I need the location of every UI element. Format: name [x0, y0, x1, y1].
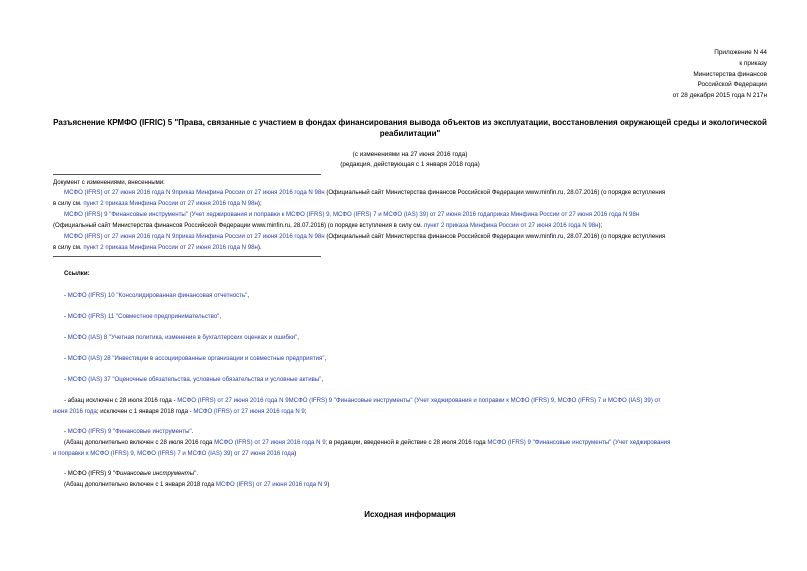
reference-item-4 [64, 354, 774, 365]
change-item-1 [64, 188, 774, 199]
change-item-3 [64, 232, 774, 243]
change-1-standard-link[interactable]: МСФО (IFRS) от 27 июня 2016 года N 9 [64, 189, 176, 196]
ref-6-text: - абзац исключен с 28 июля 2016 года - [64, 397, 178, 404]
ref-6-end: ; [304, 408, 307, 415]
change-1-text-cont: в силу см. [53, 200, 84, 207]
ref-7-note-end: ) [294, 450, 297, 457]
appendix-date: от 28 декабря 2015 года N 217н [672, 92, 767, 100]
ref-1-link[interactable]: МСФО (IFRS) 10 "Консолидированная финансовая отчетность" [67, 292, 248, 299]
ref-7-note-link-3[interactable]: и поправки к МСФО (IFRS) 9, МСФО (IFRS) 7 и МСФО (IAS) 39) от 27 июня 2016 года [53, 450, 295, 457]
ref-2-dash: - [64, 313, 68, 320]
ref-6-link-4[interactable]: МСФО (IFRS) от 27 июня 2016 года N 9 [193, 408, 305, 415]
ref-4-dash: - [64, 355, 68, 362]
changes-intro: Документ с изменениями, внесенными: [53, 179, 165, 186]
change-2-clause-link[interactable]: пункт 2 приказа Минфина России от 27 июня 2016 года N 98н [423, 222, 599, 229]
reference-item-8-note [64, 480, 774, 491]
reference-item-7 [64, 427, 774, 438]
ref-7-note-text-2: ; в редакции, введенной в действие с 28 июля 2016 года [325, 439, 488, 446]
ref-8-note-link[interactable]: МСФО (IFRS) от 27 июня 2016 года N 9 [215, 481, 328, 488]
change-3-order-link[interactable]: приказ Минфина России от 27 июня 2016 года N 98н [175, 233, 325, 240]
change-1-text: (Официальный сайт Министерства финансов Российской Федерации www.minfin.ru, 28.07.2016) (о порядке вступления [324, 189, 666, 196]
amendment-note: (с изменениями на 27 июня 2016 года) [352, 151, 468, 158]
reference-item-2 [64, 312, 774, 323]
reference-item-7-note [64, 438, 774, 449]
reference-item-6-cont [53, 407, 773, 418]
change-item-2-cont [53, 221, 773, 232]
ref-4-tail: , [324, 355, 327, 362]
ref-6-link-2[interactable]: МСФО (IFRS) 9 "Финансовые инструменты" (Учет хеджирования и поправки к МСФО (IFRS) 9, МСФО (IFRS) 7 и МСФО (IAS) 39) от [288, 397, 661, 404]
edition-note: (редакция, действующая с 1 января 2018 года) [340, 161, 480, 168]
change-item-2 [64, 210, 774, 221]
reference-item-1 [64, 291, 774, 302]
ref-1-tail: , [247, 292, 250, 299]
appendix-number: Приложение N 44 [714, 49, 767, 56]
ref-7-note-text: (Абзац дополнительно включен с 28 июля 2016 года [64, 439, 215, 446]
ref-7-dash: - [64, 428, 68, 435]
change-3-text: (Официальный сайт Министерства финансов Российской Федерации www.minfin.ru, 28.07.2016) (о порядке вступления [324, 233, 666, 240]
change-3-end: ). [257, 244, 262, 251]
ref-5-tail: , [321, 376, 324, 383]
ref-6-text-2: ; исключен с 1 января 2018 года - [96, 408, 194, 415]
ref-4-link[interactable]: МСФО (IAS) 28 "Инвестиции в ассоциированные организации и совместные предприятия" [67, 355, 325, 362]
change-2-text: (Официальный сайт Министерства финансов Российской Федерации www.minfin.ru, 28.07.2016) (о порядке вступления в силу см. [53, 222, 424, 229]
change-2-order-link[interactable]: приказ Минфина России от 27 июня 2016 года N 98н [490, 211, 640, 218]
ref-8-tail: ". [194, 470, 199, 477]
reference-item-5 [64, 375, 774, 386]
appendix-ministry: Министерства финансов [693, 70, 767, 78]
ref-8-note-text: (Абзац дополнительно включен с 1 января 2018 года [64, 481, 216, 488]
change-1-end: ); [257, 200, 262, 207]
divider-top [53, 174, 321, 175]
ref-6-link-1[interactable]: МСФО (IFRS) от 27 июня 2016 года N 9 [177, 397, 289, 404]
change-3-text-cont: в силу см. [53, 244, 84, 251]
ref-7-link[interactable]: МСФО (IFRS) 9 "Финансовые инструменты" [67, 428, 192, 435]
change-2-standard-link[interactable]: МСФО (IFRS) 9 "Финансовые инструменты" (Учет хеджирования и поправки к МСФО (IFRS) 9, МСФО (IFRS) 7 и МСФО (IAS) 39) от 27 июня 2016 года [64, 211, 490, 218]
change-1-order-link[interactable]: приказ Минфина России от 27 июня 2016 года N 98н [175, 189, 325, 196]
ref-1-dash: - [64, 292, 68, 299]
ref-7-note-link-2[interactable]: МСФО (IFRS) 9 "Финансовые инструменты" (Учет хеджирования [487, 439, 671, 446]
ref-2-link[interactable]: МСФО (IFRS) 11 "Совместное предпринимательство" [67, 313, 220, 320]
ref-6-link-3[interactable]: июня 2016 года [53, 408, 97, 415]
reference-item-6 [64, 396, 774, 407]
appendix-country: Российской Федерации [697, 81, 767, 89]
change-item-3-cont [53, 243, 773, 254]
ref-3-dash: - [64, 334, 68, 341]
change-2-end: ); [598, 222, 603, 229]
ref-3-tail: , [297, 334, 299, 341]
reference-item-7-note-cont [53, 449, 773, 460]
document-title: Разъяснение КРМФО (IFRIC) 5 "Права, связанные с участием в фондах финансирования вывода объектов из эксплуатации, восстановления окружающей среды и экологической реабилитации" [53, 118, 767, 138]
ref-5-dash: - [64, 376, 68, 383]
ref-8-text: - МСФО (IFRS) 9 " [64, 470, 116, 477]
references-heading: Ссылки: [64, 270, 90, 277]
change-1-clause-link[interactable]: пункт 2 приказа Минфина России от 27 июня 2016 года N 98н [83, 200, 258, 207]
appendix-order: к приказу [739, 59, 767, 67]
change-item-1-cont [53, 199, 773, 210]
ref-5-link[interactable]: МСФО (IAS) 37 "Оценочные обязательства, условные обязательства и условные активы" [67, 376, 322, 383]
ref-7-note-link-1[interactable]: МСФО (IFRS) от 27 июня 2016 года N 9 [214, 439, 326, 446]
ref-7-tail: . [191, 428, 194, 435]
ref-8-italic: Финансовые инструменты [115, 470, 195, 477]
reference-item-8 [64, 469, 774, 480]
ref-3-link[interactable]: МСФО (IAS) 8 "Учетная политика, изменения в бухгалтерских оценках и ошибки" [67, 334, 298, 341]
ref-8-note-end: ) [327, 481, 330, 488]
change-3-clause-link[interactable]: пункт 2 приказа Минфина России от 27 июня 2016 года N 98н [83, 244, 258, 251]
change-3-standard-link[interactable]: МСФО (IFRS) от 27 июня 2016 года N 9 [64, 233, 176, 240]
divider-bottom [53, 256, 321, 257]
reference-item-3 [64, 333, 774, 344]
ref-2-tail: , [219, 313, 222, 320]
source-info-heading: Исходная информация [364, 510, 456, 519]
appendix-block [673, 48, 767, 102]
